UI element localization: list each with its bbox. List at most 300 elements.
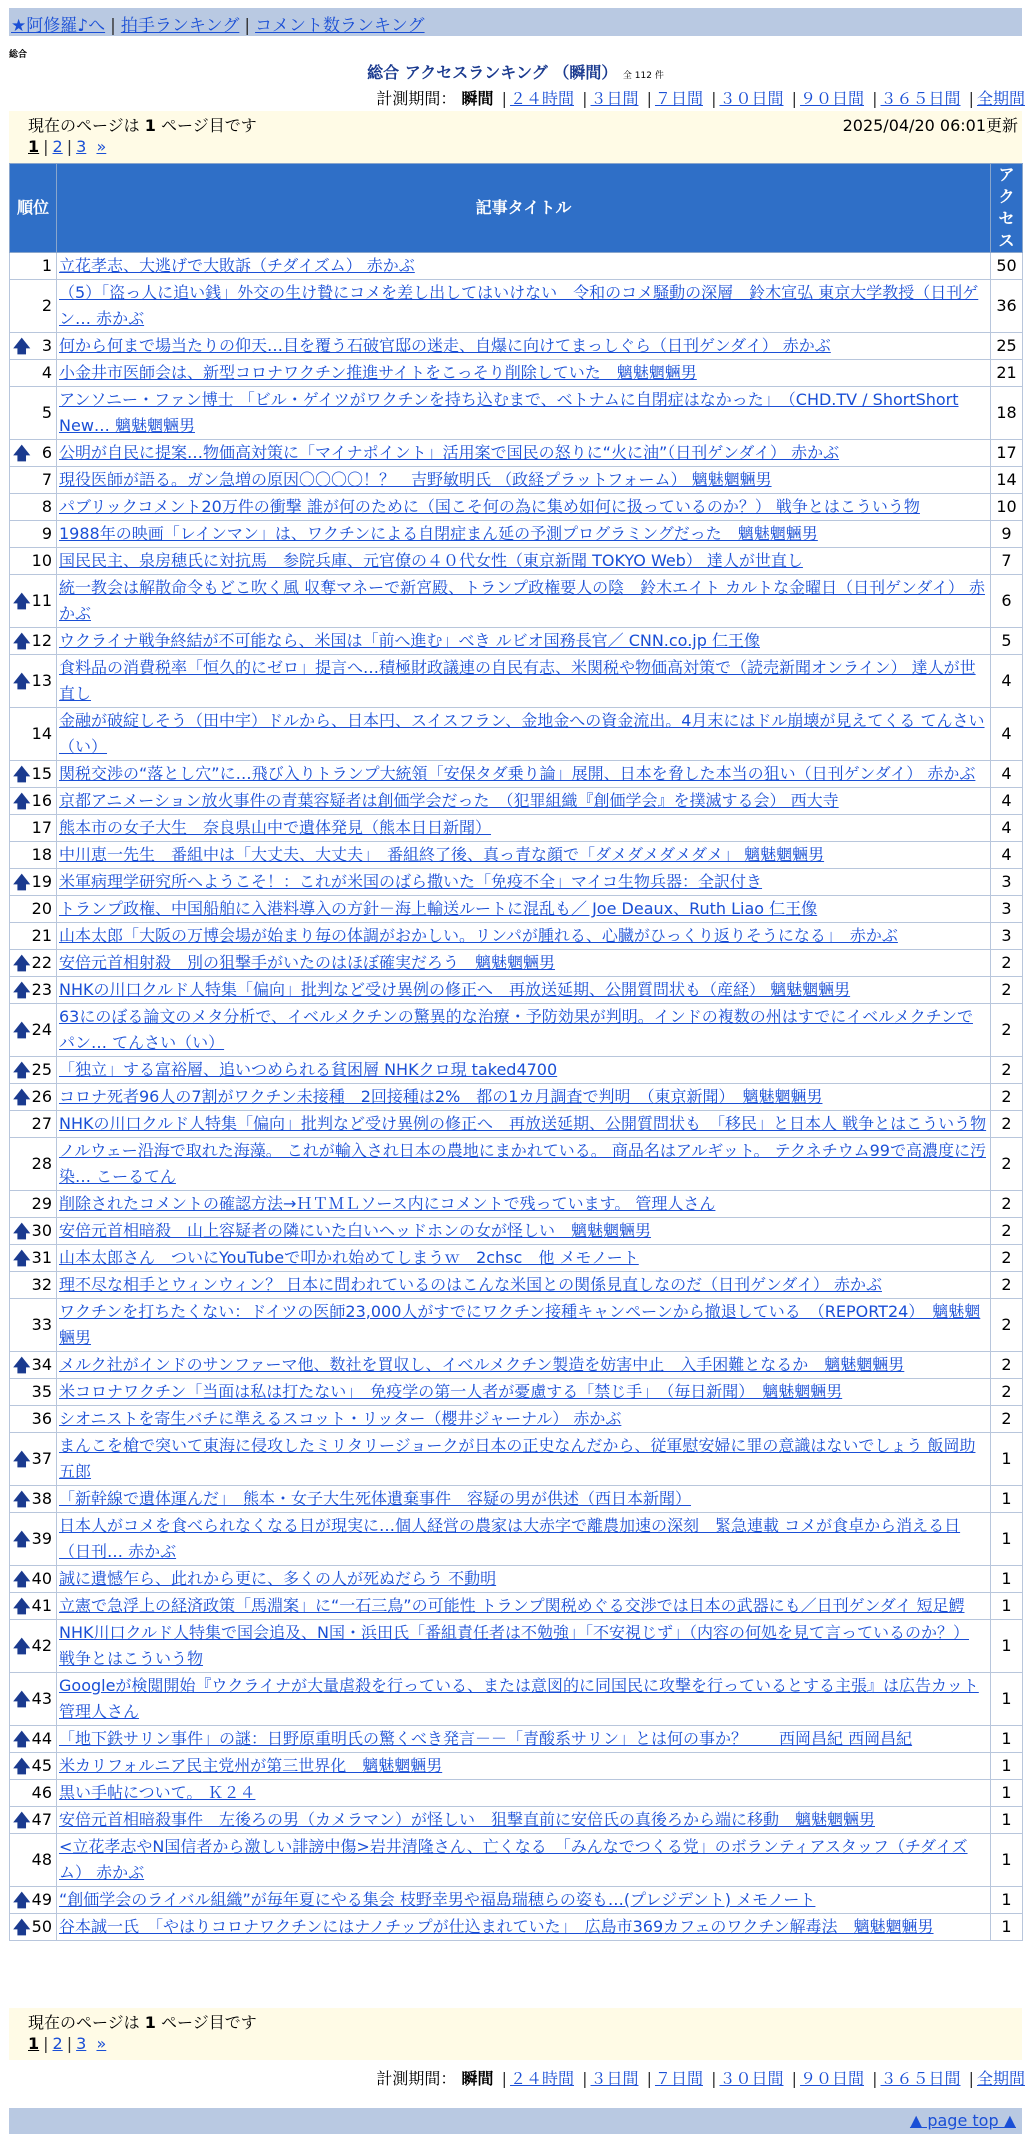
rank-number: 14	[31, 724, 52, 743]
access-count: 2	[991, 1084, 1023, 1111]
rank-cell	[10, 869, 57, 896]
rank-number: 24	[31, 1020, 52, 1039]
article-title-link[interactable]: パブリックコメント20万件の衝撃 誰が何のために（国こそ何の為に集め如何に扱っているのか？） 戦争とはこういう物	[59, 497, 920, 516]
period-7d[interactable]: ７日間	[654, 2069, 703, 2088]
pager-next[interactable]: »	[96, 137, 107, 156]
title-cell	[57, 1218, 991, 1245]
rank-cell	[10, 1004, 57, 1057]
rank-cell	[10, 1673, 57, 1726]
bottom-bar	[9, 2108, 1022, 2134]
table-row	[10, 761, 1023, 788]
table-row	[10, 655, 1023, 708]
access-count: 25	[991, 333, 1023, 360]
current-page-suffix: ページ目です	[161, 2013, 257, 2032]
pagination-bottom	[28, 2034, 106, 2053]
title-cell	[57, 1111, 991, 1138]
article-title-link[interactable]: Googleが検閲開始『ウクライナが大量虐殺を行っている、または意図的に同国民に攻撃を行っているとする主張』は広告カット 管理人さん	[59, 1676, 979, 1721]
rank-number: 49	[31, 1890, 52, 1909]
rank-number: 13	[31, 671, 52, 690]
table-row	[10, 1245, 1023, 1272]
table-row	[10, 280, 1023, 333]
rank-cell	[10, 1245, 57, 1272]
title-cell	[57, 1513, 991, 1566]
rank-cell	[10, 1513, 57, 1566]
article-title-link[interactable]: 安倍元首相暗殺 山上容疑者の隣にいた白いヘッドホンの女が怪しい 魑魅魍魎男	[59, 1221, 652, 1240]
table-row	[10, 253, 1023, 280]
title-cell	[57, 869, 991, 896]
table-row	[10, 1406, 1023, 1433]
table-row	[10, 708, 1023, 761]
rank-cell	[10, 1433, 57, 1486]
rank-up-arrow-icon: 🡅	[13, 1918, 31, 1938]
rank-cell	[10, 1057, 57, 1084]
rank-number: 44	[31, 1729, 52, 1748]
title-cell	[57, 1433, 991, 1486]
rank-number: 29	[31, 1194, 52, 1213]
table-row	[10, 333, 1023, 360]
period-365d[interactable]: ３６５日間	[880, 2069, 961, 2088]
table-row	[10, 1433, 1023, 1486]
rank-up-arrow-icon: 🡅	[13, 1757, 31, 1777]
table-row	[10, 575, 1023, 628]
table-row	[10, 869, 1023, 896]
period-separator: |	[646, 89, 652, 108]
rank-up-arrow-icon: 🡅	[13, 1249, 31, 1269]
article-title-link[interactable]: 63にのぼる論文のメタ分析で、イベルメクチンの驚異的な治療・予防効果が判明。インドの複数の州はすでにイベルメクチンでパン… てんさい（い）	[59, 1007, 973, 1052]
rank-cell	[10, 815, 57, 842]
rank-cell	[10, 467, 57, 494]
table-row	[10, 842, 1023, 869]
article-title-link[interactable]: 削除されたコメントの確認方法→ＨＴＭＬソース内にコメントで残っています。 管理人さん	[59, 1194, 716, 1213]
title-cell	[57, 333, 991, 360]
rank-number: 6	[41, 443, 52, 462]
current-page-number: 1	[144, 116, 156, 135]
access-count: 4	[991, 842, 1023, 869]
period-30d[interactable]: ３０日間	[719, 2069, 784, 2088]
title-cell	[57, 253, 991, 280]
rank-number: 26	[31, 1087, 52, 1106]
pager-separator: |	[43, 2034, 49, 2053]
access-count: 2	[991, 1272, 1023, 1299]
article-title-link[interactable]: 黒い手帖について。 Ｋ２４	[59, 1783, 256, 1802]
title-cell	[57, 440, 991, 467]
pager-page-2[interactable]: 2	[52, 137, 63, 156]
rank-number: 10	[31, 551, 52, 570]
title-cell	[57, 1299, 991, 1352]
rank-cell	[10, 1486, 57, 1513]
title-cell	[57, 923, 991, 950]
rank-cell	[10, 788, 57, 815]
article-title-link[interactable]: ワクチンを打ちたくない：ドイツの医師23,000人がすでにワクチン接種キャンペーンから撤退している （REPORT24） 魑魅魍魎男	[59, 1302, 981, 1347]
table-row	[10, 1834, 1023, 1887]
rank-cell	[10, 1566, 57, 1593]
rank-number: 47	[31, 1810, 52, 1829]
title-cell	[57, 815, 991, 842]
access-count: 3	[991, 923, 1023, 950]
table-row	[10, 360, 1023, 387]
period-separator: |	[968, 89, 974, 108]
title-cell	[57, 655, 991, 708]
article-title-link[interactable]: NHKの川口クルド人特集「偏向」批判など受け異例の修正へ 再放送延期、公開質問状も 「移民」と日本人 戦争とはこういう物	[59, 1114, 987, 1133]
rank-cell	[10, 360, 57, 387]
pagination-top	[28, 137, 106, 156]
rank-cell	[10, 1753, 57, 1780]
pager-page-3[interactable]: 3	[76, 137, 87, 156]
table-row	[10, 467, 1023, 494]
pager-next[interactable]: »	[96, 2034, 107, 2053]
access-count: 4	[991, 708, 1023, 761]
access-count: 1	[991, 1887, 1023, 1914]
rank-number: 3	[41, 336, 52, 355]
rank-number: 11	[31, 591, 52, 610]
rank-number: 20	[31, 899, 52, 918]
article-title-link[interactable]: 米カリフォルニア民主党州が第三世界化 魑魅魍魎男	[59, 1756, 443, 1775]
rank-number: 5	[41, 403, 52, 422]
title-cell	[57, 521, 991, 548]
nav-link-comment-ranking[interactable]: コメント数ランキング	[255, 16, 425, 36]
access-count: 1	[991, 1566, 1023, 1593]
rank-cell	[10, 1352, 57, 1379]
article-title-link[interactable]: 山本太郎さん ついにYouTubeで叩かれ始めてしまうｗ 2chsc 他 メモノート	[59, 1248, 639, 1267]
table-row	[10, 521, 1023, 548]
rank-cell	[10, 1887, 57, 1914]
period-all[interactable]: 全期間	[976, 2069, 1025, 2088]
rank-number: 38	[31, 1489, 52, 1508]
access-count: 2	[991, 1299, 1023, 1352]
table-row	[10, 1753, 1023, 1780]
table-row	[10, 494, 1023, 521]
title-cell	[57, 1191, 991, 1218]
pager-page-2[interactable]: 2	[52, 2034, 63, 2053]
rank-number: 40	[31, 1569, 52, 1588]
rank-number: 34	[31, 1355, 52, 1374]
rank-number: 43	[31, 1689, 52, 1708]
rank-cell	[10, 1726, 57, 1753]
title-cell	[57, 360, 991, 387]
access-count: 4	[991, 655, 1023, 708]
rank-number: 2	[41, 296, 52, 315]
rank-cell	[10, 494, 57, 521]
current-page-text	[28, 113, 257, 136]
rank-cell	[10, 1218, 57, 1245]
rank-up-arrow-icon: 🡅	[13, 981, 31, 1001]
title-cell	[57, 280, 991, 333]
table-row	[10, 1352, 1023, 1379]
article-title-link[interactable]: 何から何まで場当たりの仰天…目を覆う石破官邸の迷走、自爆に向けてまっしぐら（日刊ゲンダイ） 赤かぶ	[59, 336, 831, 355]
title-cell	[57, 1620, 991, 1673]
period-label: 計測期間：	[376, 89, 457, 108]
title-cell	[57, 1673, 991, 1726]
rank-up-arrow-icon: 🡅	[13, 1088, 31, 1108]
period-separator: |	[872, 89, 878, 108]
rank-cell	[10, 896, 57, 923]
title-cell	[57, 1352, 991, 1379]
table-row	[10, 1299, 1023, 1352]
article-title-link[interactable]: 現役医師が語る。ガン急増の原因〇〇〇〇！？ 吉野敏明氏 （政経プラットフォーム） 魑魅魍魎男	[59, 470, 772, 489]
rank-up-arrow-icon: 🡅	[13, 1597, 31, 1617]
article-title-link[interactable]: （5）「盗っ人に追い銭」外交の生け贄にコメを差し出してはいけない 令和のコメ騒動の深層 鈴木宣弘 東京大学教授（日刊ゲン… 赤かぶ	[59, 283, 979, 328]
rank-up-arrow-icon: 🡅	[13, 792, 31, 812]
rank-number: 32	[31, 1275, 52, 1294]
rank-up-arrow-icon: 🡅	[13, 1690, 31, 1710]
article-title-link[interactable]: 立花孝志、大逃げで大敗訴（チダイズム） 赤かぶ	[59, 256, 415, 275]
pager-separator: |	[66, 137, 73, 156]
period-separator: |	[791, 2069, 797, 2088]
rank-cell	[10, 1138, 57, 1191]
rank-number: 48	[31, 1850, 52, 1869]
rank-cell	[10, 1807, 57, 1834]
table-row	[10, 788, 1023, 815]
title-cell	[57, 842, 991, 869]
title-cell	[57, 1138, 991, 1191]
article-title-link[interactable]: 「独立」する富裕層、追いつめられる貧困層 NHKクロ現 taked4700	[59, 1060, 558, 1079]
rank-number: 4	[41, 363, 52, 382]
article-title-link[interactable]: 統一教会は解散命令もどこ吹く風 収奪マネーで新宮殿、トランプ政権要人の陰 鈴木エイト カルトな金曜日（日刊ゲンダイ） 赤かぶ	[59, 578, 985, 623]
article-title-link[interactable]: 公明が自民に提案…物価高対策に「マイナポイント」活用案で国民の怒りに“火に油”（日刊ゲンダイ） 赤かぶ	[59, 443, 840, 462]
title-cell	[57, 1057, 991, 1084]
rank-cell	[10, 1084, 57, 1111]
rank-number: 15	[31, 764, 52, 783]
article-title-link[interactable]: 山本太郎「大阪の万博会場が始まり毎の体調がおかしい。リンパが腫れる、心臓がひっくり返りそうになる」 赤かぶ	[59, 926, 898, 945]
article-title-link[interactable]: NHKの川口クルド人特集「偏向」批判など受け異例の修正へ 再放送延期、公開質問状も（産経） 魑魅魍魎男	[59, 980, 851, 999]
article-title-link[interactable]: ノルウェー沿海で取れた海藻。 これが輸入され日本の農地にまかれている。 商品名はアルギット。 テクネチウム99で高濃度に汚染… こーるてん	[59, 1141, 986, 1186]
period-separator: |	[791, 89, 797, 108]
nav-link-asyura[interactable]: ★阿修羅♪へ	[11, 16, 106, 36]
rank-number: 9	[41, 524, 52, 543]
rank-number: 23	[31, 980, 52, 999]
rank-up-arrow-icon: 🡅	[13, 954, 31, 974]
title-cell	[57, 1004, 991, 1057]
article-title-link[interactable]: 国民民主、泉房穂氏に対抗馬 参院兵庫、元官僚の４０代女性（東京新聞 TOKYO Web） 達人が世直し	[59, 551, 803, 570]
rank-number: 35	[31, 1382, 52, 1401]
article-title-link[interactable]: 日本人がコメを食べられなくなる日が現実に…個人経営の農家は大赤字で離農加速の深刻 緊急連載 コメが食卓から消える日（日刊… 赤かぶ	[59, 1516, 961, 1561]
article-title-link[interactable]: 誠に遺憾乍ら、此れから更に、多くの人が死ぬだらう 不動明	[59, 1569, 497, 1588]
table-row	[10, 1726, 1023, 1753]
current-page-number: 1	[144, 2013, 156, 2032]
period-24h[interactable]: ２４時間	[509, 89, 574, 108]
rank-number: 18	[31, 845, 52, 864]
article-title-link[interactable]: 関税交渉の“落とし穴”に…飛び入りトランプ大統領「安保タダ乗り論」展開、日本を脅した本当の狙い（日刊ゲンダイ） 赤かぶ	[59, 764, 976, 783]
period-current: 瞬間	[461, 89, 494, 108]
title-cell	[57, 1593, 991, 1620]
period-all[interactable]: 全期間	[976, 89, 1025, 108]
access-count: 1	[991, 1486, 1023, 1513]
article-title-link[interactable]: 「新幹線で遺体運んだ」 熊本・女子大生死体遺棄事件 容疑の男が供述（西日本新聞）	[59, 1489, 692, 1508]
rank-cell	[10, 548, 57, 575]
article-title-link[interactable]: 1988年の映画「レインマン」は、ワクチンによる自閉症まん延の予測プログラミングだった 魑魅魍魎男	[59, 524, 818, 543]
period-365d[interactable]: ３６５日間	[880, 89, 961, 108]
access-count: 6	[991, 575, 1023, 628]
title-cell	[57, 494, 991, 521]
article-title-link[interactable]: メルク社がインドのサンファーマ他、数社を買収し、イベルメクチン製造を妨害中止 入手困難となるか 魑魅魍魎男	[59, 1355, 905, 1374]
rank-up-arrow-icon: 🡅	[13, 337, 31, 357]
access-count: 4	[991, 761, 1023, 788]
access-count: 2	[991, 1111, 1023, 1138]
total-count: 全 112 件	[622, 71, 664, 81]
rank-cell	[10, 1379, 57, 1406]
rank-cell	[10, 253, 57, 280]
table-row	[10, 1807, 1023, 1834]
pager-separator: |	[66, 2034, 73, 2053]
period-selector-top	[376, 86, 1025, 109]
title-cell	[57, 1486, 991, 1513]
page-top-link[interactable]: ▲ page top ▲	[909, 2111, 1016, 2130]
article-title-link[interactable]: “創価学会のライバル組織”が毎年夏にやる集会 枝野幸男や福島瑞穂らの姿も…(プレジデント) メモノート	[59, 1890, 816, 1909]
table-row	[10, 1379, 1023, 1406]
access-count: 2	[991, 977, 1023, 1004]
article-title-link[interactable]: 安倍元首相射殺 別の狙撃手がいたのはほぼ確実だろう 魑魅魍魎男	[59, 953, 556, 972]
table-row	[10, 1780, 1023, 1807]
article-title-link[interactable]: まんこを槍で突いて東海に侵攻したミリタリージョークが日本の正史なんだから、従軍慰安婦に罪の意識はないでしょう 飯岡助五郎	[59, 1436, 976, 1481]
rank-cell	[10, 923, 57, 950]
article-title-link[interactable]: シオニストを寄生バチに準えるスコット・リッター（櫻井ジャーナル） 赤かぶ	[59, 1409, 622, 1428]
pager-page-3[interactable]: 3	[76, 2034, 87, 2053]
article-title-link[interactable]: <立花孝志やN国信者から激しい誹謗中傷>岩井清隆さん、亡くなる 「みんなでつくる党」のボランティアスタッフ（チダイズム） 赤かぶ	[59, 1837, 968, 1882]
rank-up-arrow-icon: 🡅	[13, 765, 31, 785]
article-title-link[interactable]: 熊本市の女子大生 奈良県山中で遺体発見（熊本日日新聞）	[59, 818, 492, 837]
table-row	[10, 1914, 1023, 1941]
access-count: 2	[991, 1406, 1023, 1433]
period-label: 計測期間：	[376, 2069, 457, 2088]
rank-cell	[10, 655, 57, 708]
access-count: 1	[991, 1620, 1023, 1673]
nav-link-clap-ranking[interactable]: 拍手ランキング	[120, 16, 240, 36]
rank-cell	[10, 440, 57, 467]
article-title-link[interactable]: 中川恵一先生 番組中は「大丈夫、大丈夫」 番組終了後、真っ青な顔で「ダメダメダメダメ」 魑魅魍魎男	[59, 845, 825, 864]
rank-cell	[10, 575, 57, 628]
title-cell	[57, 1887, 991, 1914]
table-row	[10, 1513, 1023, 1566]
table-row	[10, 1138, 1023, 1191]
article-title-link[interactable]: 立憲で急浮上の経済政策「馬淵案」に“一石三鳥”の可能性 トランプ関税めぐる交渉では日本の武器にも／日刊ゲンダイ 短足鰐	[59, 1596, 965, 1615]
article-title-link[interactable]: トランプ政権、中国船舶に入港料導入の方針－海上輸送ルートに混乱も／ Joe Deaux、Ruth Liao 仁王像	[59, 899, 818, 918]
period-separator: |	[872, 2069, 878, 2088]
rank-number: 27	[31, 1114, 52, 1133]
period-3d[interactable]: ３日間	[590, 2069, 639, 2088]
ranking-table-body	[10, 253, 1023, 1941]
ranking-title: 総合 アクセスランキング （瞬間）	[367, 63, 618, 82]
period-7d[interactable]: ７日間	[654, 89, 703, 108]
title-cell	[57, 467, 991, 494]
article-title-link[interactable]: 米コロナワクチン「当面は私は打たない」 免疫学の第一人者が憂慮する「禁じ手」 （毎日新聞） 魑魅魍魎男	[59, 1382, 843, 1401]
table-row	[10, 1218, 1023, 1245]
access-count: 2	[991, 1057, 1023, 1084]
access-count: 1	[991, 1726, 1023, 1753]
page-title	[0, 60, 1031, 83]
access-count: 1	[991, 1834, 1023, 1887]
access-count: 2	[991, 1245, 1023, 1272]
rank-number: 7	[41, 470, 52, 489]
rank-number: 12	[31, 631, 52, 650]
table-row	[10, 1111, 1023, 1138]
rank-number: 46	[31, 1783, 52, 1802]
article-title-link[interactable]: 金融が破綻しそう（田中宇）ドルから、日本円、スイスフラン、金地金への資金流出。4月末にはドル崩壊が見えてくる てんさい（い）	[59, 711, 985, 756]
rank-number: 16	[31, 791, 52, 810]
title-cell	[57, 387, 991, 440]
article-title-link[interactable]: アンソニー・ファン博士 「ビル・ゲイツがワクチンを持ち込むまで、ベトナムに自閉症はなかった」 （CHD.TV / ShortShort New… 魑魅魍魎男	[59, 390, 959, 435]
article-title-link[interactable]: 食料品の消費税率「恒久的にゼロ」提言へ…積極財政議連の自民有志、米関税や物価高対策で（読売新聞オンライン） 達人が世直し	[59, 658, 976, 703]
period-3d[interactable]: ３日間	[590, 89, 639, 108]
article-title-link[interactable]: 「地下鉄サリン事件」の謎：日野原重明氏の驚くべき発言－－「青酸系サリン」とは何の事か？ 西岡昌紀 西岡昌紀	[59, 1729, 913, 1748]
title-cell	[57, 977, 991, 1004]
access-count: 2	[991, 1138, 1023, 1191]
rank-cell	[10, 761, 57, 788]
article-title-link[interactable]: コロナ死者96人の7割がワクチン未接種 2回接種は2% 都の1カ月調査で判明 （東京新聞） 魑魅魍魎男	[59, 1087, 823, 1106]
rank-cell	[10, 1593, 57, 1620]
rank-cell	[10, 280, 57, 333]
title-cell	[57, 1245, 991, 1272]
category-label: 総合	[9, 50, 28, 60]
period-90d[interactable]: ９０日間	[799, 89, 864, 108]
rank-cell	[10, 387, 57, 440]
title-cell	[57, 1406, 991, 1433]
title-cell	[57, 1566, 991, 1593]
article-title-link[interactable]: 米軍病理学研究所へようこそ！：これが米国のばら撒いた「免疫不全」マイコ生物兵器：全訳付き	[59, 872, 763, 891]
article-title-link[interactable]: 理不尽な相手とウィンウィン？ 日本に問われているのはこんな米国との関係見直しなのだ（日刊ゲンダイ） 赤かぶ	[59, 1275, 882, 1294]
title-cell	[57, 708, 991, 761]
title-cell	[57, 896, 991, 923]
access-count: 3	[991, 896, 1023, 923]
top-nav	[11, 11, 425, 36]
article-title-link[interactable]: NHK川口クルド人特集で国会追及、N国・浜田氏「番組責任者は不勉強」「不安視じず」（内容の何処を見て言っているのか？） 戦争とはこういう物	[59, 1623, 969, 1668]
period-30d[interactable]: ３０日間	[719, 89, 784, 108]
article-title-link[interactable]: 安倍元首相暗殺事件 左後ろの男（カメラマン）が怪しい 狙撃直前に安倍氏の真後ろから端に移動 魑魅魍魎男	[59, 1810, 876, 1829]
title-cell	[57, 761, 991, 788]
table-row	[10, 1057, 1023, 1084]
table-row	[10, 1004, 1023, 1057]
rank-cell	[10, 977, 57, 1004]
rank-cell	[10, 950, 57, 977]
access-count: 2	[991, 1218, 1023, 1245]
table-row	[10, 1620, 1023, 1673]
current-page-text	[28, 2010, 257, 2033]
rank-number: 45	[31, 1756, 52, 1775]
period-24h[interactable]: ２４時間	[509, 2069, 574, 2088]
current-page-prefix: 現在のページは	[28, 116, 140, 135]
rank-number: 8	[41, 497, 52, 516]
pager-current: 1	[28, 2034, 40, 2053]
rank-cell	[10, 1914, 57, 1941]
table-row	[10, 1084, 1023, 1111]
rank-up-arrow-icon: 🡅	[13, 1356, 31, 1376]
access-count: 1	[991, 1807, 1023, 1834]
period-separator: |	[711, 89, 717, 108]
period-90d[interactable]: ９０日間	[799, 2069, 864, 2088]
col-header-rank: 順位	[10, 164, 57, 253]
page-info-bottom	[9, 2008, 1022, 2060]
rank-number: 28	[31, 1154, 52, 1173]
rank-number: 37	[31, 1449, 52, 1468]
period-separator: |	[711, 2069, 717, 2088]
title-cell	[57, 788, 991, 815]
rank-up-arrow-icon: 🡅	[13, 1222, 31, 1242]
title-cell	[57, 1726, 991, 1753]
article-title-link[interactable]: 京都アニメーション放火事件の青葉容疑者は創価学会だった （犯罪組織『創価学会』を撲滅する会） 西大寺	[59, 791, 839, 810]
article-title-link[interactable]: 小金井市医師会は、新型コロナワクチン推進サイトをこっそり削除していた 魑魅魍魎男	[59, 363, 697, 382]
article-title-link[interactable]: 谷本誠一氏 「やはりコロナワクチンにはナノチップが仕込まれていた」 広島市369カフェのワクチン解毒法 魑魅魍魎男	[59, 1917, 934, 1936]
updated-timestamp: 2025/04/20 06:01更新	[842, 116, 1018, 135]
access-count: 2	[991, 1191, 1023, 1218]
article-title-link[interactable]: ウクライナ戦争終結が不可能なら、米国は「前へ進む」べき ルビオ国務長官／ CNN.co.jp 仁王像	[59, 631, 760, 650]
access-count: 7	[991, 548, 1023, 575]
rank-up-arrow-icon: 🡅	[13, 1730, 31, 1750]
pager-separator: |	[43, 137, 49, 156]
table-row	[10, 815, 1023, 842]
rank-number: 19	[31, 872, 52, 891]
rank-up-arrow-icon: 🡅	[13, 444, 31, 464]
nav-separator: |	[244, 16, 251, 36]
rank-number: 21	[31, 926, 52, 945]
